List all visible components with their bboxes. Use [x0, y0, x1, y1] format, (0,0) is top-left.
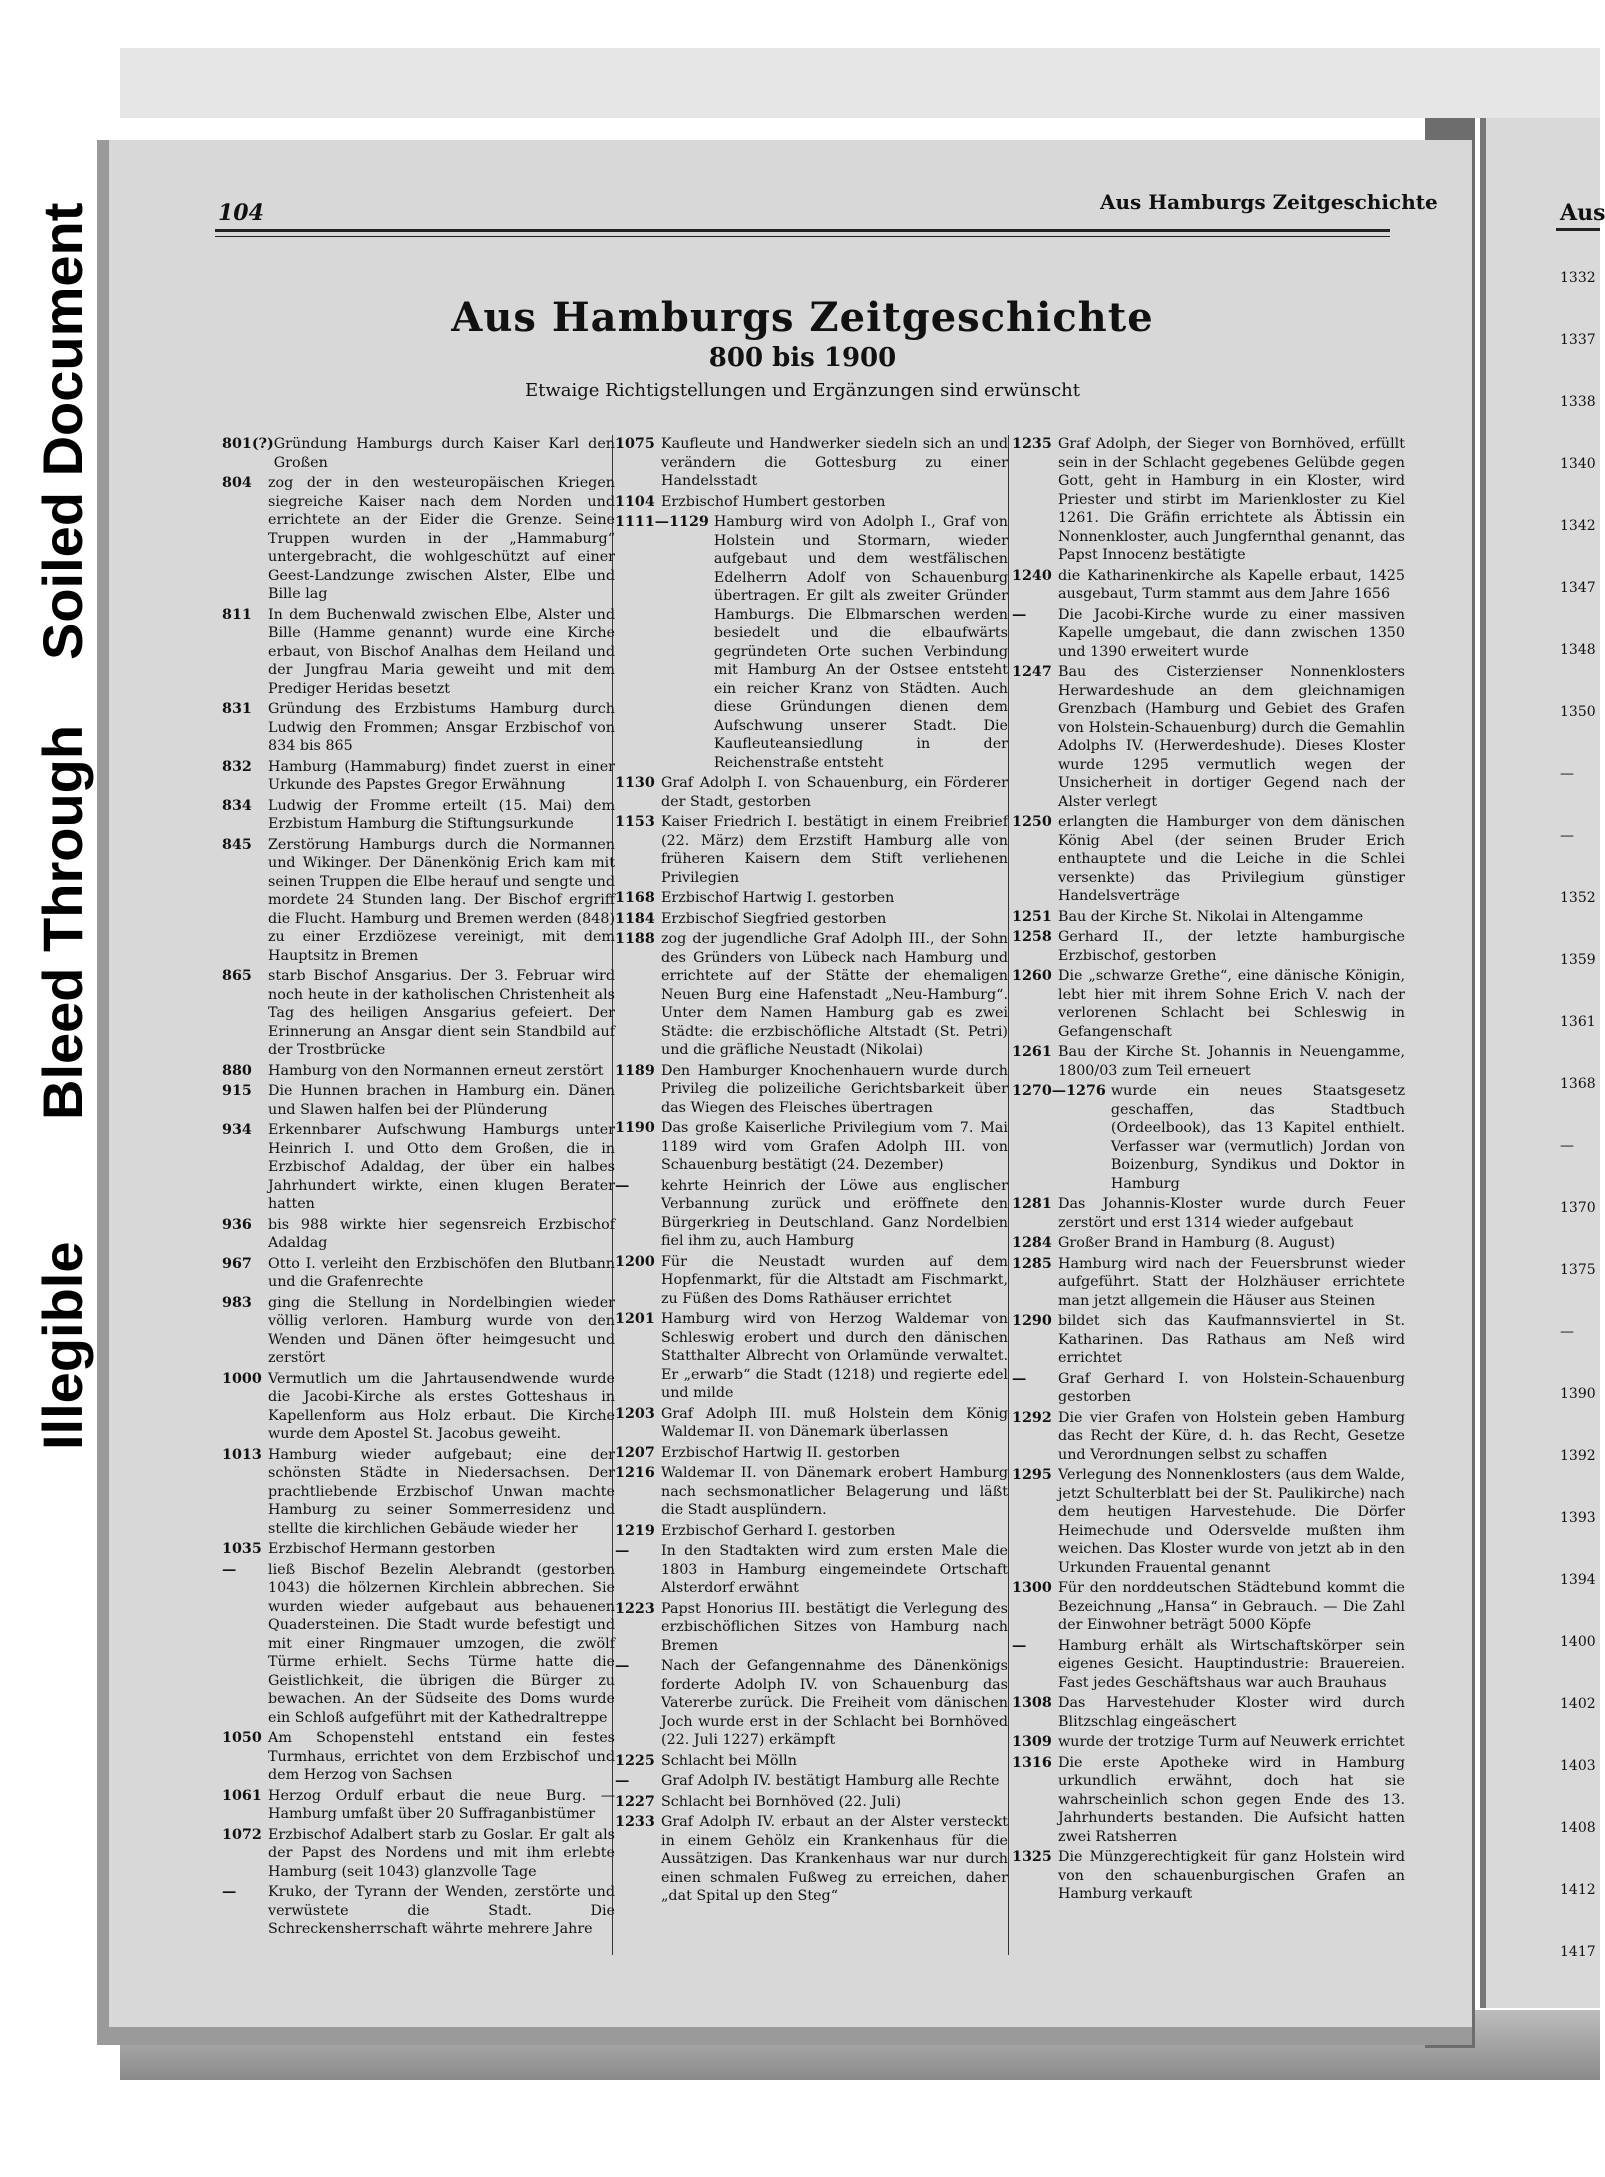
chronology-entry [222, 797, 615, 834]
entry-year: 1207 [615, 1444, 655, 1461]
entry-text: Die erste Apotheke wird in Hamburg urkundlich erwähnt, doch hat sie wahrscheinlich schon gegen Ende des 13. Jahrhunderts bestanden. Die Aufsicht hatten zwei Ratsherren [1058, 1754, 1405, 1845]
entry-text: Verlegung des Nonnenklosters (aus dem Walde, jetzt Schulterblatt bei der St. Paulikirche) nach dem heutigen Harvestehude. Die Dörfer Heimechude und Odersvelde mußten ihm weichen. Das Kloster wurde von jetzt ab in den Urkunden Frauental genannt [1058, 1467, 1406, 1576]
facing-page-year: — [1560, 1138, 1574, 1154]
entry-text: Kaiser Friedrich I. bestätigt in einem Freibrief (22. März) dem Erzstift Hamburg alle von früheren Kaisern dem Stift verliehenen Privilegien [661, 814, 1008, 886]
chronology-entry [222, 1787, 615, 1824]
chronology-entry [222, 836, 615, 966]
entry-text: Am Schopenstehl entstand ein festes Turmhaus, errichtet von dem Erzbischof und dem Herzog von Sachsen [268, 1730, 615, 1783]
entry-year: 1295 [1012, 1467, 1052, 1483]
entry-year: 983 [222, 1294, 252, 1311]
chronology-entry [222, 1216, 615, 1253]
running-head: Aus Hamburgs Zeitgeschichte [1100, 190, 1438, 214]
chronology-entry [1012, 663, 1405, 811]
entry-text: Erzbischof Siegfried gestorben [661, 910, 887, 927]
chronology-entry [1012, 435, 1405, 565]
chronology-entry [615, 1600, 1008, 1656]
chronology-entry [1012, 567, 1405, 604]
entry-year: 1290 [1012, 1313, 1052, 1329]
chronology-entry [615, 1062, 1008, 1118]
entry-text: Kaufleute und Handwerker siedeln sich an und verändern die Gottesburg zu einer Handelsstadt [661, 436, 1008, 489]
entry-text: Erzbischof Hermann gestorben [268, 1541, 496, 1557]
entry-year: 1203 [615, 1405, 655, 1422]
entry-text: Bau des Cisterzienser Nonnenklosters Herwardeshude an dem gleichnamigen Grenzbach (Hamburg und Gebiet des Grafen von Holstein-Schauenburg) durch die Gemahlin Adolphs IV. (Herwerdeshude). Dieses Kloster wurde 1295 vermutlich wegen der Unsicherheit in dortiger Gegend nach der Alster verlegt [1058, 664, 1405, 810]
entry-text: Die Jacobi-Kirche wurde zu einer massiven Kapelle umgebaut, die dann zwischen 1350 und 1390 erweitert wurde [1058, 606, 1405, 660]
entry-year: 915 [222, 1083, 252, 1099]
page-subtitle: 800 bis 1900 [708, 343, 897, 373]
entry-year: 1270—1276 [1012, 1083, 1106, 1099]
entry-year: — [1012, 1637, 1027, 1654]
chronology-entry [1012, 1848, 1405, 1904]
entry-text: Herzog Ordulf erbaut die neue Burg. — Hamburg umfaßt über 20 Suffraganbistümer [268, 1787, 615, 1822]
chronology-entry [222, 1729, 615, 1785]
chronology-entry [615, 889, 1008, 908]
chronology-entry [1012, 1255, 1405, 1311]
facing-page-year: 1342 [1560, 518, 1596, 534]
entry-year: 1190 [615, 1120, 655, 1136]
chronology-entry [1012, 1409, 1405, 1465]
entry-text: Hamburg wird nach der Feuersbrunst wieder aufgeführt. Statt der Holzhäuser errichtete man jetzt allgemein die Häuser aus Steinen [1058, 1255, 1405, 1309]
entry-text: Graf Adolph III. muß Holstein dem König Waldemar II. von Dänemark überlassen [661, 1405, 1008, 1440]
entry-text: Schlacht bei Bornhöved (22. Juli) [661, 1793, 902, 1810]
entry-text: bildet sich das Kaufmannsviertel in St. Katharinen. Das Rathaus am Neß wird errichtet [1058, 1313, 1405, 1366]
chronology-entry [615, 1813, 1008, 1906]
entry-text: Großer Brand in Hamburg (8. August) [1058, 1235, 1336, 1251]
entry-year: 1111—1129 [615, 514, 709, 530]
entry-year: 1281 [1012, 1196, 1052, 1212]
facing-page-year: 1403 [1560, 1758, 1596, 1774]
entry-year: 967 [222, 1255, 252, 1272]
entry-text: Erzbischof Adalbert starb zu Goslar. Er galt als der Papst des Nordens und mit ihm erlebte Hamburg (seit 1043) glanzvolle Tage [268, 1826, 615, 1880]
entry-year: 831 [222, 701, 252, 717]
annotation-bleed-through: Bleed Through [31, 724, 94, 1120]
entry-text: Das Harvestehuder Kloster wird durch Blitzschlag eingeäschert [1058, 1695, 1405, 1730]
entry-year: 1235 [1012, 436, 1052, 452]
entry-text: Den Hamburger Knochenhauern wurde durch Privileg die polizeiliche Gerichtsbarkeit über das Wiegen des Fleisches übertragen [661, 1062, 1008, 1116]
chronology-entry [615, 1793, 1008, 1812]
entry-year: 1225 [615, 1752, 655, 1769]
chronology-entry [615, 1253, 1008, 1309]
entry-text: Zerstörung Hamburgs durch die Normannen und Wikinger. Der Dänenkönig Erich kam mit seinen Truppen die Elbe herauf und sengte und mordete 24 Stunden lang. Der Bischof ergriff die Flucht. Hamburg und Bremen werden (848) zu einer Erzdiözese vereinigt, mit dem Hauptsitz in Bremen [268, 836, 615, 964]
chronology-entry [615, 910, 1008, 929]
chronology-entry [1012, 908, 1405, 927]
chronology-entry [222, 967, 615, 1060]
chronology-entry [222, 1062, 615, 1081]
facing-page-year: 1412 [1560, 1882, 1596, 1898]
header-rule-thin [215, 236, 1390, 237]
scan-background-top [120, 48, 1600, 118]
facing-page-year: 1361 [1560, 1014, 1596, 1030]
entry-text: Hamburg wird von Adolph I., Graf von Holstein und Stormarn, wieder aufgebaut und dem westfälischen Edelherrn Adolf von Schauenburg übertragen. Er gilt als zweiter Gründer Hamburgs. Die Elbmarschen werden besiedelt und die elbaufwärts gegründeten Orte suchen Verbindung mit Hamburg An der Ostsee entsteht ein reicher Kranz von Städten. Auch diese Gründungen dienen dem Aufschwung unserer Stadt. Die Kaufleuteansiedlung in der Reichenstraße entsteht [713, 514, 1008, 771]
entry-text: erlangten die Hamburger von dem dänischen König Abel (der seinen Bruder Erich enthauptete und die Leiche in die Schlei versenkte) das Privilegium günstiger Handelsverträge [1058, 814, 1405, 904]
page-title: Aus Hamburgs Zeitgeschichte [451, 294, 1154, 341]
entry-text: Bau der Kirche St. Nikolai in Altengamme [1058, 908, 1364, 925]
entry-year: 1240 [1012, 567, 1052, 584]
entry-year: 1061 [222, 1787, 262, 1804]
entry-year: 1130 [615, 775, 655, 791]
entry-year: — [222, 1561, 237, 1578]
entry-text: zog der in den westeuropäischen Kriegen siegreiche Kaiser nach dem Norden und errichtete an der Eider die Grenze. Seine Truppen wurden in der „Hammaburg“ untergebracht, die wohlgeschützt auf einer Geest-Landzunge zwischen Alster, Elbe und Bille lag [268, 475, 615, 602]
entry-text: Hamburg erhält als Wirtschaftskörper sein eigenes Gesicht. Hauptindustrie: Brauereien. Fast jedes Geschäftshaus war auch Brauhaus [1058, 1637, 1405, 1691]
chronology-entry [222, 700, 615, 756]
entry-text: Vermutlich um die Jahrtausendwende wurde die Jacobi-Kirche als erstes Gotteshaus in Kapellenform aus Holz erbaut. Die Kirche wurde dem Apostel St. Jacobus geweiht. [268, 1370, 615, 1442]
entry-year: 1233 [615, 1814, 655, 1830]
entry-text: zog der jugendliche Graf Adolph III., der Sohn des Gründers von Lübeck nach Hamburg und errichtete auf der Stätte der ehemaligen Neuen Burg eine Hafenstadt „Neu-Hamburg“. Unter dem Namen Hamburg gab es zwei Städte: die erzbischöfliche Altstadt (St. Petri) und die gräfliche Neustadt (Nikolai) [661, 931, 1008, 1058]
facing-page-year: — [1560, 1324, 1574, 1340]
chronology-entry [222, 435, 615, 472]
entry-text: kehrte Heinrich der Löwe aus englischer Verbannung zurück und eröffnete den Bürgerkrieg in Deutschland. Ganz Nordelbien fiel ihm zu, auch Hamburg [661, 1177, 1008, 1249]
entry-year: 1075 [615, 436, 655, 452]
facing-page-year: 1394 [1560, 1572, 1596, 1588]
chronology-entry [615, 1177, 1008, 1251]
chronology-entry [1012, 1234, 1405, 1253]
facing-page-year: 1352 [1560, 890, 1596, 906]
chronology-entry [615, 1464, 1008, 1520]
chronology-entry [222, 606, 615, 699]
chronology-entry [222, 758, 615, 795]
chronology-entry [222, 1540, 615, 1559]
entry-text: Hamburg wieder aufgebaut; eine der schönsten Städte in Niedersachsen. Der prachtliebende Erzbischof Unwan machte Hamburg zu seiner Sommerresidenz und stellte die kirchlichen Gebäude wieder her [268, 1446, 615, 1537]
entry-text: Für den norddeutschen Städtebund kommt die Bezeichnung „Hansa“ in Gebrauch. — Die Zahl der Einwohner beträgt 5000 Köpfe [1058, 1580, 1405, 1633]
entry-text: wurde der trotzige Turm auf Neuwerk errichtet [1058, 1734, 1405, 1750]
entry-text: Waldemar II. von Dänemark erobert Hamburg nach sechsmonatlicher Belagerung und läßt die Stadt ausplündern. [661, 1465, 1008, 1518]
column-divider [1008, 435, 1009, 1955]
chronology-entry [1012, 1579, 1405, 1635]
entry-text: In dem Buchenwald zwischen Elbe, Alster und Bille (Hamme genannt) wurde eine Kirche erbaut, von Bischof Analhas dem Heiland und der Jungfrau Maria geweiht und mit dem Prediger Heridas besetzt [268, 606, 615, 697]
facing-page-rule [1556, 228, 1600, 231]
entry-year: 845 [222, 836, 252, 853]
chronology-entry [1012, 606, 1405, 662]
entry-text: Gerhard II., der letzte hamburgische Erzbischof, gestorben [1058, 929, 1405, 964]
entry-text: Hamburg von den Normannen erneut zerstört [268, 1062, 604, 1079]
entry-year: — [1012, 606, 1027, 623]
entry-text: die Katharinenkirche als Kapelle erbaut, 1425 ausgebaut, Turm stammt aus dem Jahre 1656 [1058, 567, 1405, 602]
entry-year: 1292 [1012, 1409, 1052, 1426]
chronology-entry [222, 1446, 615, 1539]
entry-text: Das große Kaiserliche Privilegium vom 7. Mai 1189 wird vom Grafen Adolph III. von Schauenburg bestätigt (24. Dezember) [661, 1120, 1008, 1173]
entry-year: 1258 [1012, 929, 1052, 945]
facing-page-year: 1338 [1560, 394, 1596, 410]
facing-page-year: — [1560, 828, 1574, 844]
entry-text: Otto I. verleiht den Erzbischöfen den Blutbann und die Grafenrechte [268, 1255, 615, 1290]
entry-year: — [615, 1658, 630, 1674]
entry-text: Erzbischof Hartwig II. gestorben [661, 1444, 900, 1461]
facing-page-year: 1392 [1560, 1448, 1596, 1464]
entry-year: 1223 [615, 1600, 655, 1617]
facing-page-year: 1337 [1560, 332, 1596, 348]
entry-text: Die Hunnen brachen in Hamburg ein. Dänen und Slawen halfen bei der Plünderung [268, 1083, 615, 1118]
chronology-entry [1012, 1082, 1405, 1193]
entry-year: — [615, 1177, 630, 1194]
entry-year: 1309 [1012, 1734, 1052, 1750]
entry-text: Ludwig der Fromme erteilt (15. Mai) dem Erzbistum Hamburg die Stiftungsurkunde [268, 797, 615, 832]
entry-year: 1216 [615, 1465, 655, 1481]
entry-year: 1261 [1012, 1044, 1052, 1060]
chronology-column-3 [1012, 435, 1405, 1906]
chronology-entry [222, 474, 615, 604]
entry-text: Graf Adolph I. von Schauenburg, ein Förderer der Stadt, gestorben [661, 775, 1008, 810]
entry-text: Das Johannis-Kloster wurde durch Feuer zerstört und erst 1314 wieder aufgebaut [1058, 1196, 1405, 1231]
entry-year: — [615, 1773, 630, 1789]
entry-year: 1285 [1012, 1255, 1052, 1272]
chronology-entry [1012, 1694, 1405, 1731]
entry-year: 936 [222, 1216, 252, 1233]
entry-year: 1050 [222, 1730, 262, 1746]
facing-page-year: 1350 [1560, 704, 1596, 720]
entry-text: Hamburg wird von Herzog Waldemar von Schleswig erobert und durch den dänischen Statthalter Albrecht von Orlamünde verwaltet. Er „erwarb“ die Stadt (1218) und regierte edel und milde [661, 1311, 1008, 1401]
entry-year: 880 [222, 1062, 252, 1079]
entry-text: Graf Adolph IV. bestätigt Hamburg alle Rechte [661, 1773, 1000, 1789]
entry-year: 1325 [1012, 1849, 1052, 1865]
entry-year: 1251 [1012, 908, 1052, 925]
entry-year: 801(?) [222, 436, 274, 452]
entry-text: starb Bischof Ansgarius. Der 3. Februar wird noch heute in der katholischen Christenheit als Tag des heiligen Ansgarius gefeiert. Der Erinnerung an Ansgar dient sein Standbild auf der Trostbrücke [268, 968, 615, 1058]
entry-text: ging die Stellung in Nordelbingien wieder völlig verloren. Hamburg wurde von den Wenden und Dänen öfter heimgesucht und zerstört [268, 1294, 615, 1366]
entry-text: Erzbischof Hartwig I. gestorben [661, 890, 895, 906]
chronology-entry [1012, 1195, 1405, 1232]
entry-text: Die „schwarze Grethe“, eine dänische Königin, lebt hier mit ihrem Sohne Erich V. nach der verlorenen Schlacht bei Schleswig in Gefangenschaft [1058, 968, 1405, 1040]
facing-page-year: 1368 [1560, 1076, 1596, 1092]
entry-year: 1013 [222, 1446, 262, 1463]
chronology-entry [615, 1444, 1008, 1463]
facing-page-year: 1390 [1560, 1386, 1596, 1402]
facing-page-year: 1340 [1560, 456, 1596, 472]
entry-text: Graf Gerhard I. von Holstein-Schauenburg gestorben [1058, 1370, 1405, 1405]
entry-year: 1184 [615, 910, 655, 927]
chronology-entry [222, 1255, 615, 1292]
entry-year: 1153 [615, 814, 655, 830]
entry-text: Kruko, der Tyrann der Wenden, zerstörte und verwüstete die Stadt. Die Schreckensherrschaft währte mehrere Jahre [268, 1884, 615, 1937]
entry-year: 1284 [1012, 1235, 1052, 1251]
entry-year: 1227 [615, 1793, 655, 1810]
page-number: 104 [218, 200, 264, 226]
entry-text: Schlacht bei Mölln [661, 1752, 797, 1769]
chronology-entry [615, 1119, 1008, 1175]
chronology-entry [1012, 1733, 1405, 1752]
entry-year: — [1012, 1370, 1027, 1387]
entry-text: Erzbischof Humbert gestorben [661, 493, 886, 510]
facing-page-year: — [1560, 766, 1574, 782]
entry-year: 1316 [1012, 1754, 1052, 1771]
chronology-entry [615, 1522, 1008, 1541]
entry-text: Gründung des Erzbistums Hamburg durch Ludwig den Frommen; Ansgar Erzbischof von 834 bis 865 [268, 701, 615, 754]
entry-year: 1000 [222, 1370, 262, 1387]
entry-year: 1300 [1012, 1580, 1052, 1596]
entry-text: Graf Adolph, der Sieger von Bornhöved, erfüllt sein in der Schlacht gegebenes Gelübde gegen Gott, geht in Hamburg in ein Kloster, wird Priester und stirbt im Marienkloster zu Kiel 1261. Die Gräfin errichtete als Äbtissin ein Nonnenkloster, auch Jungfernthal genannt, das Papst Innocenz bestätigte [1058, 436, 1405, 563]
chronology-entry [615, 1752, 1008, 1771]
entry-text: Hamburg (Hammaburg) findet zuerst in einer Urkunde des Papstes Gregor Erwähnung [268, 758, 615, 793]
chronology-entry [615, 513, 1008, 772]
chronology-entry [222, 1561, 615, 1728]
entry-year: 811 [222, 606, 252, 623]
chronology-entry [615, 774, 1008, 811]
facing-page-year: 1408 [1560, 1820, 1596, 1836]
entry-year: 1035 [222, 1541, 262, 1557]
entry-year: 934 [222, 1122, 252, 1138]
chronology-entry [615, 1657, 1008, 1750]
chronology-entry [222, 1883, 615, 1939]
entry-year: 834 [222, 797, 252, 814]
chronology-entry [222, 1082, 615, 1119]
entry-text: Gründung Hamburgs durch Kaiser Karl den Großen [273, 436, 615, 471]
chronology-entry [1012, 1043, 1405, 1080]
entry-year: 1250 [1012, 814, 1052, 830]
entry-year: — [222, 1884, 237, 1900]
entry-year: 1201 [615, 1311, 655, 1327]
facing-page-header: Aus [1560, 200, 1605, 226]
entry-text: Für die Neustadt wurden auf dem Hopfenmarkt, für die Altstadt am Fischmarkt, zu Füßen des Doms Rathäuser errichtet [661, 1253, 1008, 1307]
facing-page-year: 1402 [1560, 1696, 1596, 1712]
chronology-entry [615, 435, 1008, 491]
entry-year: 1188 [615, 931, 655, 947]
entry-text: ließ Bischof Bezelin Alebrandt (gestorben 1043) die hölzernen Kirchlein abbrechen. Sie wurden wieder aufgebaut aus behauenen Quadersteinen. Die Stadt wurde befestigt und mit einer Ringmauer umzogen, die zwölf Türme erhielt. Sechs Türme hatte die Geistlichkeit, die übrigen die Bürger zu bewachen. An der Südseite des Doms wurde ein Schloß aufgeführt mit der Kathedraltreppe [268, 1561, 615, 1726]
entry-text: In den Stadtakten wird zum ersten Male die 1803 in Hamburg eingemeindete Ortschaft Alsterdorf erwähnt [661, 1543, 1008, 1596]
chronology-entry [615, 813, 1008, 887]
chronology-entry [1012, 813, 1405, 906]
facing-page-year: 1417 [1560, 1944, 1596, 1960]
facing-page-year: 1359 [1560, 952, 1596, 968]
facing-page-year: 1332 [1560, 270, 1596, 286]
entry-text: Nach der Gefangennahme des Dänenkönigs forderte Adolph IV. von Schauenburg das Vatererbe zurück. Die Freiheit vom dänischen Joch wurde erst in der Schlacht bei Bornhöved (22. Juli 1227) erkämpft [661, 1658, 1008, 1748]
chronology-entry [1012, 967, 1405, 1041]
facing-page-year: 1348 [1560, 642, 1596, 658]
entry-text: Bau der Kirche St. Johannis in Neuengamme, 1800/03 zum Teil erneuert [1058, 1044, 1405, 1079]
chronology-entry [222, 1294, 615, 1368]
header-rule [215, 229, 1390, 232]
entry-text: Papst Honorius III. bestätigt die Verlegung des erzbischöflichen Sitzes von Hamburg nach Bremen [661, 1600, 1008, 1654]
entry-year: 1189 [615, 1062, 655, 1079]
entry-text: Die vier Grafen von Holstein geben Hamburg das Recht der Küre, d. h. das Recht, Gesetze und Verordnungen selbst zu schaffen [1058, 1409, 1405, 1463]
chronology-entry [1012, 928, 1405, 965]
chronology-entry [615, 930, 1008, 1060]
chronology-entry [615, 1310, 1008, 1403]
editorial-note: Etwaige Richtigstellungen und Ergänzungen sind erwünscht [525, 380, 1080, 401]
chronology-entry [1012, 1466, 1405, 1577]
chronology-entry [1012, 1312, 1405, 1368]
entry-year: 1200 [615, 1253, 655, 1270]
entry-year: 1260 [1012, 968, 1052, 984]
entry-text: wurde ein neues Staatsgesetz geschaffen, das Stadtbuch (Ordeelbook), das 13 Kapitel enthielt. Verfasser war (vermutlich) Jordan von Boizenburg, Syndikus und Doktor in Hamburg [1110, 1083, 1405, 1192]
facing-page-year: 1370 [1560, 1200, 1596, 1216]
chronology-entry [222, 1826, 615, 1882]
chronology-entry [615, 1405, 1008, 1442]
facing-page-year: 1393 [1560, 1510, 1596, 1526]
entry-year: 1308 [1012, 1695, 1052, 1711]
entry-year: — [615, 1543, 630, 1559]
annotation-illegible: Illegible [31, 1241, 94, 1450]
entry-year: 1168 [615, 890, 655, 906]
entry-text: Die Münzgerechtigkeit für ganz Holstein wird von den schauenburgischen Grafen an Hamburg verkauft [1058, 1849, 1405, 1902]
entry-year: 1219 [615, 1522, 655, 1539]
entry-year: 1072 [222, 1826, 262, 1843]
entry-year: 1247 [1012, 664, 1052, 680]
entry-year: 1104 [615, 493, 655, 510]
chronology-entry [222, 1370, 615, 1444]
chronology-entry [615, 493, 1008, 512]
chronology-entry [1012, 1637, 1405, 1693]
entry-text: Graf Adolph IV. erbaut an der Alster versteckt in einem Gehölz ein Krankenhaus für die Aussätzigen. Das Krankenhaus war nur durch einen schmalen Fußweg zu erreichen, daher „dat Spital up den Steg“ [661, 1814, 1008, 1904]
chronology-entry [615, 1542, 1008, 1598]
entry-year: 804 [222, 475, 252, 491]
facing-page-year: 1347 [1560, 580, 1596, 596]
chronology-column-2 [615, 435, 1008, 1908]
entry-text: Erzbischof Gerhard I. gestorben [661, 1522, 896, 1539]
entry-text: Erkennbarer Aufschwung Hamburgs unter Heinrich I. und Otto dem Großen, die in Erzbischof Adaldag, der über ein halbes Jahrhundert wirkte, einen klugen Berater hatten [268, 1122, 615, 1212]
entry-year: 832 [222, 758, 252, 775]
entry-year: 865 [222, 968, 252, 984]
chronology-entry [1012, 1754, 1405, 1847]
annotation-soiled-document: Soiled Document [31, 202, 94, 660]
chronology-entry [222, 1121, 615, 1214]
chronology-entry [1012, 1370, 1405, 1407]
facing-page-year: 1400 [1560, 1634, 1596, 1650]
chronology-entry [615, 1772, 1008, 1791]
entry-text: bis 988 wirkte hier segensreich Erzbischof Adaldag [268, 1216, 615, 1251]
facing-page-year: 1375 [1560, 1262, 1596, 1278]
chronology-column-1 [222, 435, 615, 1941]
